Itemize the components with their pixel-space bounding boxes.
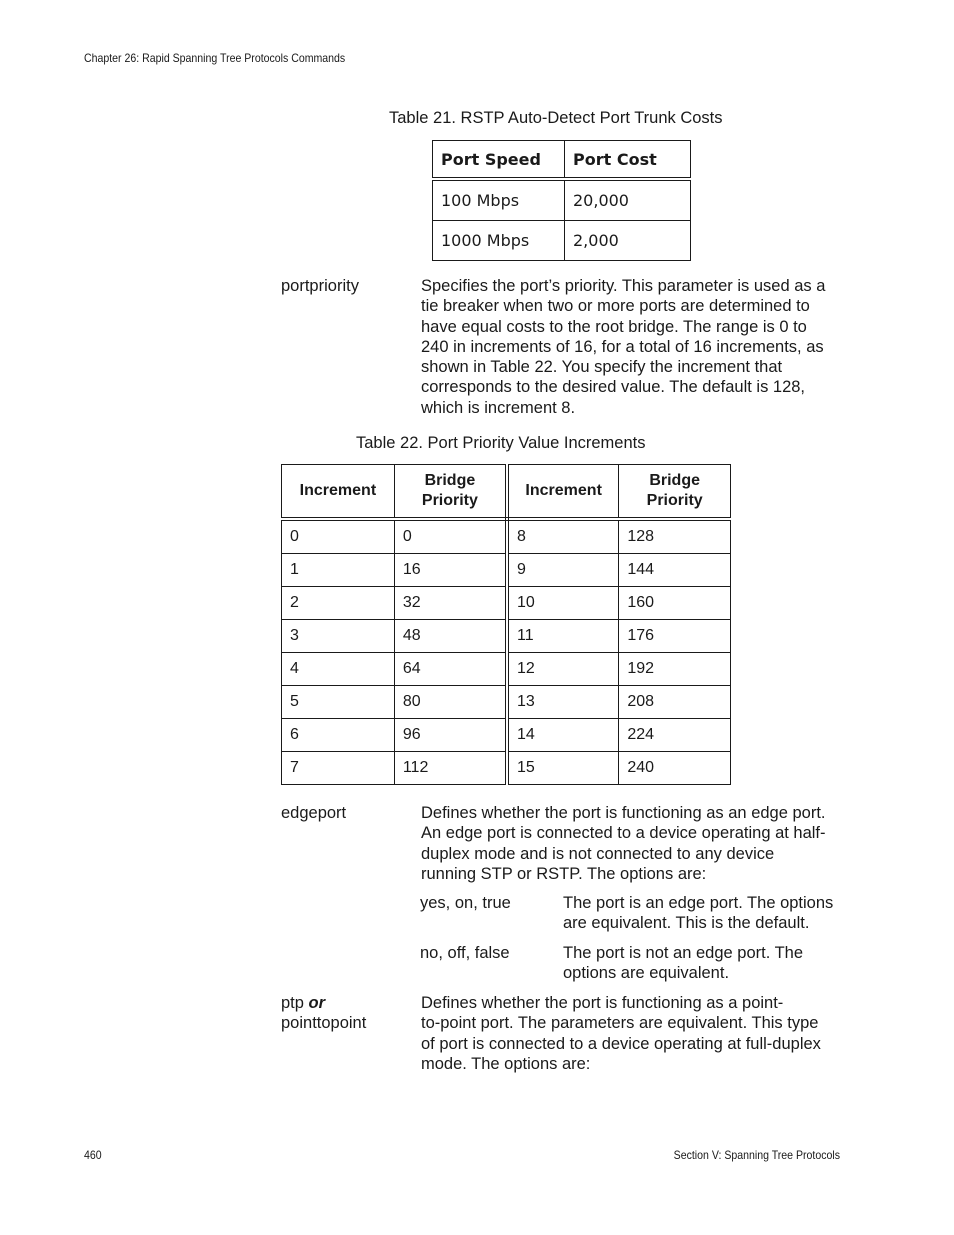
option-name: no, off, false <box>420 944 510 962</box>
table-cell: 224 <box>619 719 731 752</box>
table-row <box>282 587 731 620</box>
table-cell: 9 <box>507 554 619 587</box>
table-cell: 208 <box>619 686 731 719</box>
ptp-description <box>421 993 846 1074</box>
table-row <box>282 653 731 686</box>
text-line: have equal costs to the root bridge. The range is 0 to <box>421 317 807 336</box>
text-line: tie breaker when two or more ports are determined to <box>421 297 810 316</box>
column-header <box>619 465 731 520</box>
table-row <box>433 179 691 221</box>
table-cell: 176 <box>619 620 731 653</box>
header-line: Priority <box>646 492 703 509</box>
table-cell: 7 <box>282 752 395 785</box>
text-line <box>281 993 366 1013</box>
table-cell: 13 <box>507 686 619 719</box>
text-line: The port is not an edge port. The <box>563 944 804 962</box>
table-row <box>433 221 691 261</box>
table-cell: 32 <box>394 587 507 620</box>
portpriority-term: portpriority <box>281 277 359 295</box>
term-text: ptp <box>281 994 309 1012</box>
table-row <box>282 719 731 752</box>
table-cell: 12 <box>507 653 619 686</box>
text-line: corresponds to the desired value. The default is 128, <box>421 378 806 397</box>
text-line: running STP or RSTP. The options are: <box>421 864 707 883</box>
column-header: Port Cost <box>565 141 691 180</box>
table-row <box>282 519 731 554</box>
text-line: shown in Table 22. You specify the increment that <box>421 358 783 377</box>
table-cell: 11 <box>507 620 619 653</box>
table-cell: 80 <box>394 686 507 719</box>
header-line: Bridge <box>649 472 700 489</box>
term-text: pointtopoint <box>281 1014 367 1033</box>
table-cell: 4 <box>282 653 395 686</box>
column-header: Port Speed <box>433 141 565 180</box>
running-header: Chapter 26: Rapid Spanning Tree Protocols Commands <box>84 51 346 65</box>
text-line: are equivalent. This is the default. <box>563 914 810 933</box>
table-cell: 1000 Mbps <box>433 221 565 261</box>
option-description <box>563 943 853 984</box>
table-row <box>282 554 731 587</box>
table-cell: 128 <box>619 519 731 554</box>
portpriority-description <box>421 276 846 418</box>
table-cell: 2,000 <box>565 221 691 261</box>
table-cell: 240 <box>619 752 731 785</box>
table22-caption: Table 22. Port Priority Value Increments <box>356 434 646 452</box>
text-line: Specifies the port’s priority. This parameter is used as a <box>421 277 826 295</box>
table-cell: 144 <box>619 554 731 587</box>
table22 <box>281 464 731 785</box>
term-or: or <box>308 994 326 1012</box>
text-line: to-point port. The parameters are equivalent. This type <box>421 1014 819 1033</box>
table-cell: 1 <box>282 554 395 587</box>
table-row <box>282 752 731 785</box>
table-cell: 96 <box>394 719 507 752</box>
header-line: Bridge <box>424 472 476 489</box>
table-cell: 3 <box>282 620 395 653</box>
edgeport-term: edgeport <box>281 804 347 822</box>
option-description <box>563 893 853 934</box>
text-line: which is increment 8. <box>421 398 576 417</box>
table-cell: 16 <box>394 554 507 587</box>
table-cell: 15 <box>507 752 619 785</box>
table21-caption: Table 21. RSTP Auto-Detect Port Trunk Costs <box>389 109 723 127</box>
table-cell: 112 <box>394 752 507 785</box>
section-footer: Section V: Spanning Tree Protocols <box>673 1148 840 1162</box>
text-line: options are equivalent. <box>563 964 730 983</box>
table-cell: 8 <box>507 519 619 554</box>
ptp-term <box>281 993 366 1034</box>
table-cell: 0 <box>394 519 507 554</box>
column-header <box>394 465 507 520</box>
table-row <box>282 620 731 653</box>
table-cell: 192 <box>619 653 731 686</box>
table-cell: 100 Mbps <box>433 179 565 221</box>
text-line: The port is an edge port. The options <box>563 894 834 912</box>
text-line: Defines whether the port is functioning as a point- <box>421 994 784 1012</box>
column-header: Increment <box>282 465 395 520</box>
text-line: of port is connected to a device operating at full-duplex <box>421 1034 821 1053</box>
text-line: Defines whether the port is functioning as an edge port. <box>421 804 826 822</box>
table-cell: 6 <box>282 719 395 752</box>
table-cell: 160 <box>619 587 731 620</box>
table-cell: 14 <box>507 719 619 752</box>
table-cell: 64 <box>394 653 507 686</box>
table-row <box>282 686 731 719</box>
option-name: yes, on, true <box>420 894 511 912</box>
table-cell: 10 <box>507 587 619 620</box>
column-header: Increment <box>507 465 619 520</box>
table-cell: 20,000 <box>565 179 691 221</box>
text-line: An edge port is connected to a device operating at half- <box>421 824 826 843</box>
page-number: 460 <box>84 1148 102 1162</box>
header-line: Priority <box>421 492 478 509</box>
text-line: duplex mode and is not connected to any device <box>421 844 775 863</box>
table21 <box>432 140 691 261</box>
table-cell: 0 <box>282 519 395 554</box>
table-header-row <box>282 465 731 520</box>
table-cell: 2 <box>282 587 395 620</box>
edgeport-description <box>421 803 846 884</box>
text-line: 240 in increments of 16, for a total of 16 increments, as <box>421 337 824 356</box>
table-cell: 5 <box>282 686 395 719</box>
table-header-row <box>433 141 691 180</box>
table-cell: 48 <box>394 620 507 653</box>
text-line: mode. The options are: <box>421 1054 591 1073</box>
